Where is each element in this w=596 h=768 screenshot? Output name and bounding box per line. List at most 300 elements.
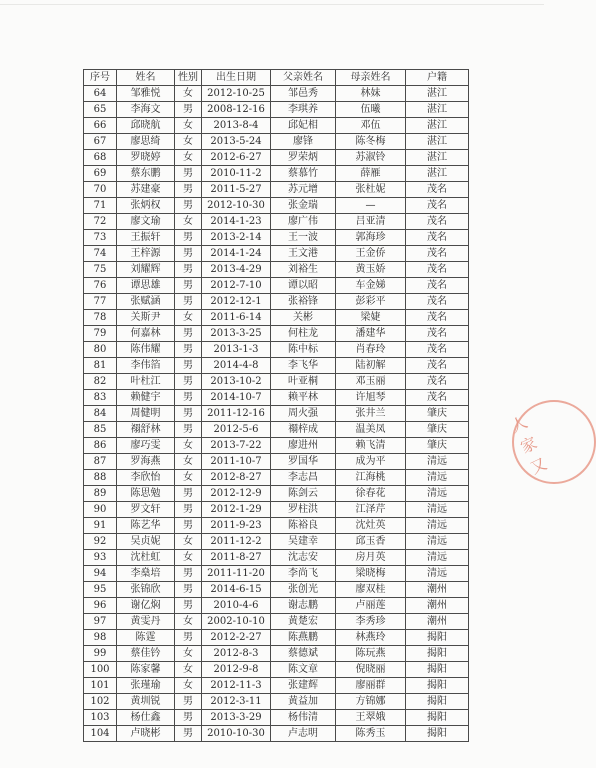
cell-gender: 男 (175, 694, 202, 710)
cell-household-registration: 清远 (406, 550, 469, 566)
cell-birth-date: 2010-10-30 (202, 726, 271, 742)
cell-name: 张锦欣 (117, 582, 175, 598)
table-header-row (84, 70, 469, 86)
cell-mother-name: 陈秀玉 (336, 726, 406, 742)
cell-father-name: 李琪养 (271, 102, 336, 118)
cell-name: 李伟箔 (117, 358, 175, 374)
cell-father-name: 邹邑秀 (271, 86, 336, 102)
cell-mother-name: 徐春花 (336, 486, 406, 502)
cell-birth-date: 2013-5-24 (202, 134, 271, 150)
cell-household-registration: 清远 (406, 454, 469, 470)
cell-mother-name: 赖飞清 (336, 438, 406, 454)
cell-gender: 男 (175, 486, 202, 502)
cell-household-registration: 湛江 (406, 118, 469, 134)
cell-father-name: 吴建幸 (271, 534, 336, 550)
table-row (84, 86, 469, 102)
cell-mother-name: 梁晓梅 (336, 566, 406, 582)
cell-serial-number: 64 (84, 86, 117, 102)
cell-household-registration: 揭阳 (406, 646, 469, 662)
cell-name: 张赋涵 (117, 294, 175, 310)
cell-gender: 男 (175, 630, 202, 646)
cell-gender: 男 (175, 166, 202, 182)
cell-serial-number: 71 (84, 198, 117, 214)
cell-household-registration: 清远 (406, 470, 469, 486)
cell-name: 叶杜江 (117, 374, 175, 390)
cell-serial-number: 102 (84, 694, 117, 710)
cell-household-registration: 湛江 (406, 166, 469, 182)
table-row (84, 726, 469, 742)
cell-mother-name: 廖双桂 (336, 582, 406, 598)
cell-gender: 女 (175, 646, 202, 662)
cell-gender: 男 (175, 502, 202, 518)
cell-birth-date: 2014-1-24 (202, 246, 271, 262)
cell-gender: 男 (175, 262, 202, 278)
cell-serial-number: 79 (84, 326, 117, 342)
cell-gender: 男 (175, 582, 202, 598)
cell-mother-name: 李秀珍 (336, 614, 406, 630)
cell-birth-date: 2014-4-8 (202, 358, 271, 374)
cell-birth-date: 2012-1-29 (202, 502, 271, 518)
cell-gender: 女 (175, 438, 202, 454)
cell-serial-number: 73 (84, 230, 117, 246)
cell-name: 陈思勉 (117, 486, 175, 502)
cell-household-registration: 湛江 (406, 86, 469, 102)
cell-household-registration: 茂名 (406, 374, 469, 390)
cell-household-registration: 揭阳 (406, 678, 469, 694)
cell-mother-name: 王翠娥 (336, 710, 406, 726)
cell-household-registration: 肇庆 (406, 438, 469, 454)
cell-household-registration: 茂名 (406, 198, 469, 214)
table-body (84, 86, 469, 742)
cell-father-name: 王一波 (271, 230, 336, 246)
cell-birth-date: 2014-1-23 (202, 214, 271, 230)
cell-serial-number: 83 (84, 390, 117, 406)
cell-gender: 女 (175, 470, 202, 486)
cell-mother-name: 郭海珍 (336, 230, 406, 246)
table-row (84, 502, 469, 518)
table-row (84, 390, 469, 406)
cell-serial-number: 94 (84, 566, 117, 582)
cell-father-name: 罗荣炳 (271, 150, 336, 166)
cell-serial-number: 77 (84, 294, 117, 310)
cell-mother-name: 倪晓丽 (336, 662, 406, 678)
cell-father-name: 关彬 (271, 310, 336, 326)
table-row (84, 294, 469, 310)
cell-birth-date: 2012-3-11 (202, 694, 271, 710)
cell-birth-date: 2014-6-15 (202, 582, 271, 598)
cell-name: 关斯尹 (117, 310, 175, 326)
cell-serial-number: 92 (84, 534, 117, 550)
cell-birth-date: 2011-11-20 (202, 566, 271, 582)
cell-household-registration: 茂名 (406, 214, 469, 230)
table-row (84, 102, 469, 118)
cell-father-name: 苏元增 (271, 182, 336, 198)
cell-gender: 男 (175, 182, 202, 198)
cell-name: 黄圳锐 (117, 694, 175, 710)
header-gender: 性别 (175, 70, 202, 86)
cell-gender: 男 (175, 710, 202, 726)
table-row (84, 214, 469, 230)
student-roster-table (83, 69, 469, 742)
cell-father-name: 谭以昭 (271, 278, 336, 294)
cell-name: 罗文轩 (117, 502, 175, 518)
cell-mother-name: 吕亚清 (336, 214, 406, 230)
table-row (84, 246, 469, 262)
table-row (84, 646, 469, 662)
cell-birth-date: 2002-10-10 (202, 614, 271, 630)
cell-name: 廖文瑜 (117, 214, 175, 230)
cell-father-name: 杨伟清 (271, 710, 336, 726)
cell-birth-date: 2012-7-10 (202, 278, 271, 294)
cell-father-name: 张裕锋 (271, 294, 336, 310)
cell-gender: 男 (175, 278, 202, 294)
cell-serial-number: 81 (84, 358, 117, 374)
table-row (84, 166, 469, 182)
cell-father-name: 张建辉 (271, 678, 336, 694)
cell-household-registration: 清远 (406, 502, 469, 518)
cell-gender: 男 (175, 566, 202, 582)
cell-serial-number: 103 (84, 710, 117, 726)
cell-serial-number: 97 (84, 614, 117, 630)
cell-household-registration: 茂名 (406, 262, 469, 278)
cell-name: 卢晓彬 (117, 726, 175, 742)
table-row (84, 534, 469, 550)
cell-father-name: 陈文章 (271, 662, 336, 678)
cell-serial-number: 75 (84, 262, 117, 278)
cell-mother-name: 廖丽群 (336, 678, 406, 694)
cell-gender: 男 (175, 390, 202, 406)
table-row (84, 118, 469, 134)
cell-name: 王振轩 (117, 230, 175, 246)
cell-household-registration: 茂名 (406, 390, 469, 406)
table-row (84, 662, 469, 678)
cell-birth-date: 2008-12-16 (202, 102, 271, 118)
cell-mother-name: 张井兰 (336, 406, 406, 422)
cell-mother-name: — (336, 198, 406, 214)
cell-mother-name: 潘建华 (336, 326, 406, 342)
cell-father-name: 何柱龙 (271, 326, 336, 342)
cell-birth-date: 2012-12-1 (202, 294, 271, 310)
cell-father-name: 廖进州 (271, 438, 336, 454)
cell-father-name: 罗柱洪 (271, 502, 336, 518)
cell-gender: 男 (175, 342, 202, 358)
cell-household-registration: 清远 (406, 518, 469, 534)
cell-father-name: 陈燕鹏 (271, 630, 336, 646)
table-row (84, 326, 469, 342)
cell-serial-number: 85 (84, 422, 117, 438)
cell-gender: 男 (175, 598, 202, 614)
cell-mother-name: 邓玉丽 (336, 374, 406, 390)
cell-mother-name: 伍曦 (336, 102, 406, 118)
cell-father-name: 禤梓成 (271, 422, 336, 438)
cell-birth-date: 2013-7-22 (202, 438, 271, 454)
table-row (84, 454, 469, 470)
table-row (84, 518, 469, 534)
cell-birth-date: 2012-10-25 (202, 86, 271, 102)
cell-birth-date: 2012-6-27 (202, 150, 271, 166)
cell-gender: 女 (175, 86, 202, 102)
cell-father-name: 王文港 (271, 246, 336, 262)
cell-household-registration: 茂名 (406, 310, 469, 326)
cell-name: 禤舒林 (117, 422, 175, 438)
cell-name: 邱晓航 (117, 118, 175, 134)
table-row (84, 358, 469, 374)
cell-father-name: 张创光 (271, 582, 336, 598)
table-row (84, 406, 469, 422)
cell-gender: 女 (175, 150, 202, 166)
cell-father-name: 赖平林 (271, 390, 336, 406)
cell-serial-number: 90 (84, 502, 117, 518)
cell-birth-date: 2011-8-27 (202, 550, 271, 566)
cell-name: 谢亿焖 (117, 598, 175, 614)
cell-mother-name: 成为平 (336, 454, 406, 470)
cell-gender: 女 (175, 118, 202, 134)
table-row (84, 342, 469, 358)
table-row (84, 630, 469, 646)
table-row (84, 134, 469, 150)
cell-gender: 男 (175, 406, 202, 422)
cell-household-registration: 肇庆 (406, 406, 469, 422)
cell-household-registration: 清远 (406, 534, 469, 550)
table-row (84, 262, 469, 278)
cell-mother-name: 许旭琴 (336, 390, 406, 406)
table-row (84, 694, 469, 710)
cell-birth-date: 2013-4-29 (202, 262, 271, 278)
cell-serial-number: 72 (84, 214, 117, 230)
cell-mother-name: 温美凤 (336, 422, 406, 438)
cell-gender: 男 (175, 294, 202, 310)
cell-gender: 男 (175, 518, 202, 534)
cell-gender: 男 (175, 230, 202, 246)
table-row (84, 198, 469, 214)
table-row (84, 182, 469, 198)
table-row (84, 486, 469, 502)
cell-serial-number: 78 (84, 310, 117, 326)
cell-gender: 男 (175, 326, 202, 342)
cell-serial-number: 74 (84, 246, 117, 262)
cell-mother-name: 卢丽莲 (336, 598, 406, 614)
cell-household-registration: 茂名 (406, 342, 469, 358)
cell-father-name: 沈志安 (271, 550, 336, 566)
cell-birth-date: 2012-2-27 (202, 630, 271, 646)
cell-mother-name: 车金娣 (336, 278, 406, 294)
cell-mother-name: 方锦娜 (336, 694, 406, 710)
cell-serial-number: 91 (84, 518, 117, 534)
cell-mother-name: 江泽芹 (336, 502, 406, 518)
table-row (84, 470, 469, 486)
cell-name: 张瑾瑜 (117, 678, 175, 694)
cell-father-name: 叶亚桐 (271, 374, 336, 390)
table-row (84, 598, 469, 614)
cell-household-registration: 揭阳 (406, 710, 469, 726)
cell-household-registration: 茂名 (406, 294, 469, 310)
cell-serial-number: 88 (84, 470, 117, 486)
cell-birth-date: 2011-5-27 (202, 182, 271, 198)
cell-serial-number: 67 (84, 134, 117, 150)
cell-name: 廖思绮 (117, 134, 175, 150)
cell-serial-number: 82 (84, 374, 117, 390)
cell-birth-date: 2012-8-27 (202, 470, 271, 486)
cell-father-name: 陈剑云 (271, 486, 336, 502)
cell-name: 蔡佳钤 (117, 646, 175, 662)
cell-name: 罗海燕 (117, 454, 175, 470)
cell-gender: 女 (175, 454, 202, 470)
table-row (84, 710, 469, 726)
cell-birth-date: 2011-12-2 (202, 534, 271, 550)
cell-serial-number: 70 (84, 182, 117, 198)
cell-mother-name: 彭彩平 (336, 294, 406, 310)
cell-father-name: 陈裕良 (271, 518, 336, 534)
cell-mother-name: 梁婕 (336, 310, 406, 326)
cell-birth-date: 2012-10-30 (202, 198, 271, 214)
cell-birth-date: 2012-11-3 (202, 678, 271, 694)
cell-name: 陈伟耀 (117, 342, 175, 358)
cell-father-name: 李尚飞 (271, 566, 336, 582)
cell-birth-date: 2013-8-4 (202, 118, 271, 134)
cell-gender: 女 (175, 678, 202, 694)
cell-father-name: 周火强 (271, 406, 336, 422)
cell-name: 周健明 (117, 406, 175, 422)
cell-birth-date: 2013-2-14 (202, 230, 271, 246)
cell-serial-number: 66 (84, 118, 117, 134)
cell-gender: 女 (175, 550, 202, 566)
table-row (84, 550, 469, 566)
cell-father-name: 蔡德斌 (271, 646, 336, 662)
cell-name: 罗晓婷 (117, 150, 175, 166)
cell-father-name: 蔡慕竹 (271, 166, 336, 182)
cell-name: 谭思雄 (117, 278, 175, 294)
cell-mother-name: 林燕玲 (336, 630, 406, 646)
cell-name: 蔡东鹏 (117, 166, 175, 182)
cell-household-registration: 湛江 (406, 134, 469, 150)
cell-gender: 男 (175, 422, 202, 438)
cell-name: 陈霆 (117, 630, 175, 646)
cell-mother-name: 张杜妮 (336, 182, 406, 198)
cell-household-registration: 茂名 (406, 246, 469, 262)
cell-household-registration: 揭阳 (406, 726, 469, 742)
cell-serial-number: 65 (84, 102, 117, 118)
cell-birth-date: 2011-6-14 (202, 310, 271, 326)
cell-gender: 男 (175, 246, 202, 262)
cell-serial-number: 76 (84, 278, 117, 294)
cell-mother-name: 苏淑铃 (336, 150, 406, 166)
cell-birth-date: 2013-3-29 (202, 710, 271, 726)
cell-name: 赖健宇 (117, 390, 175, 406)
table-row (84, 438, 469, 454)
cell-father-name: 李飞华 (271, 358, 336, 374)
cell-household-registration: 茂名 (406, 230, 469, 246)
cell-father-name: 廖锋 (271, 134, 336, 150)
cell-household-registration: 湛江 (406, 150, 469, 166)
cell-serial-number: 101 (84, 678, 117, 694)
cell-name: 张炳权 (117, 198, 175, 214)
header-birth-date: 出生日期 (202, 70, 271, 86)
cell-mother-name: 陆初解 (336, 358, 406, 374)
cell-household-registration: 茂名 (406, 182, 469, 198)
table-row (84, 566, 469, 582)
cell-name: 黄雯丹 (117, 614, 175, 630)
cell-gender: 女 (175, 534, 202, 550)
cell-name: 廖巧雯 (117, 438, 175, 454)
cell-gender: 男 (175, 198, 202, 214)
cell-serial-number: 86 (84, 438, 117, 454)
table-row (84, 150, 469, 166)
cell-serial-number: 80 (84, 342, 117, 358)
cell-name: 沈杜虹 (117, 550, 175, 566)
cell-mother-name: 邓伍 (336, 118, 406, 134)
cell-household-registration: 湛江 (406, 102, 469, 118)
cell-gender: 女 (175, 134, 202, 150)
header-mother-name: 母亲姓名 (336, 70, 406, 86)
cell-mother-name: 陈玩燕 (336, 646, 406, 662)
cell-serial-number: 98 (84, 630, 117, 646)
cell-serial-number: 69 (84, 166, 117, 182)
cell-mother-name: 林妹 (336, 86, 406, 102)
cell-father-name: 黄益加 (271, 694, 336, 710)
cell-serial-number: 100 (84, 662, 117, 678)
table-row (84, 678, 469, 694)
cell-household-registration: 茂名 (406, 358, 469, 374)
cell-serial-number: 95 (84, 582, 117, 598)
cell-mother-name: 江海桃 (336, 470, 406, 486)
cell-name: 李海文 (117, 102, 175, 118)
cell-serial-number: 99 (84, 646, 117, 662)
cell-serial-number: 87 (84, 454, 117, 470)
cell-name: 苏建豪 (117, 182, 175, 198)
table-row (84, 278, 469, 294)
cell-father-name: 张金瑞 (271, 198, 336, 214)
cell-serial-number: 104 (84, 726, 117, 742)
cell-serial-number: 96 (84, 598, 117, 614)
cell-household-registration: 茂名 (406, 326, 469, 342)
cell-birth-date: 2011-9-23 (202, 518, 271, 534)
cell-name: 刘耀辉 (117, 262, 175, 278)
cell-father-name: 刘裕生 (271, 262, 336, 278)
cell-mother-name: 肖春玲 (336, 342, 406, 358)
cell-household-registration: 肇庆 (406, 422, 469, 438)
cell-serial-number: 93 (84, 550, 117, 566)
cell-mother-name: 房月英 (336, 550, 406, 566)
cell-birth-date: 2010-4-6 (202, 598, 271, 614)
cell-father-name: 邱妃相 (271, 118, 336, 134)
table-row (84, 422, 469, 438)
cell-serial-number: 89 (84, 486, 117, 502)
cell-gender: 女 (175, 614, 202, 630)
cell-name: 李欣怡 (117, 470, 175, 486)
cell-household-registration: 揭阳 (406, 662, 469, 678)
cell-birth-date: 2012-9-8 (202, 662, 271, 678)
cell-mother-name: 王金侨 (336, 246, 406, 262)
cell-household-registration: 揭阳 (406, 630, 469, 646)
cell-gender: 男 (175, 374, 202, 390)
cell-name: 陈艺华 (117, 518, 175, 534)
cell-birth-date: 2013-10-2 (202, 374, 271, 390)
cell-serial-number: 84 (84, 406, 117, 422)
cell-father-name: 卢志明 (271, 726, 336, 742)
cell-name: 陈家馨 (117, 662, 175, 678)
cell-birth-date: 2010-11-2 (202, 166, 271, 182)
cell-birth-date: 2011-10-7 (202, 454, 271, 470)
cell-mother-name: 邱玉香 (336, 534, 406, 550)
cell-name: 邹雅悦 (117, 86, 175, 102)
table-row (84, 582, 469, 598)
cell-mother-name: 陈冬梅 (336, 134, 406, 150)
cell-father-name: 廖广伟 (271, 214, 336, 230)
table-row (84, 230, 469, 246)
cell-household-registration: 揭阳 (406, 694, 469, 710)
cell-name: 何嘉林 (117, 326, 175, 342)
table-row (84, 614, 469, 630)
